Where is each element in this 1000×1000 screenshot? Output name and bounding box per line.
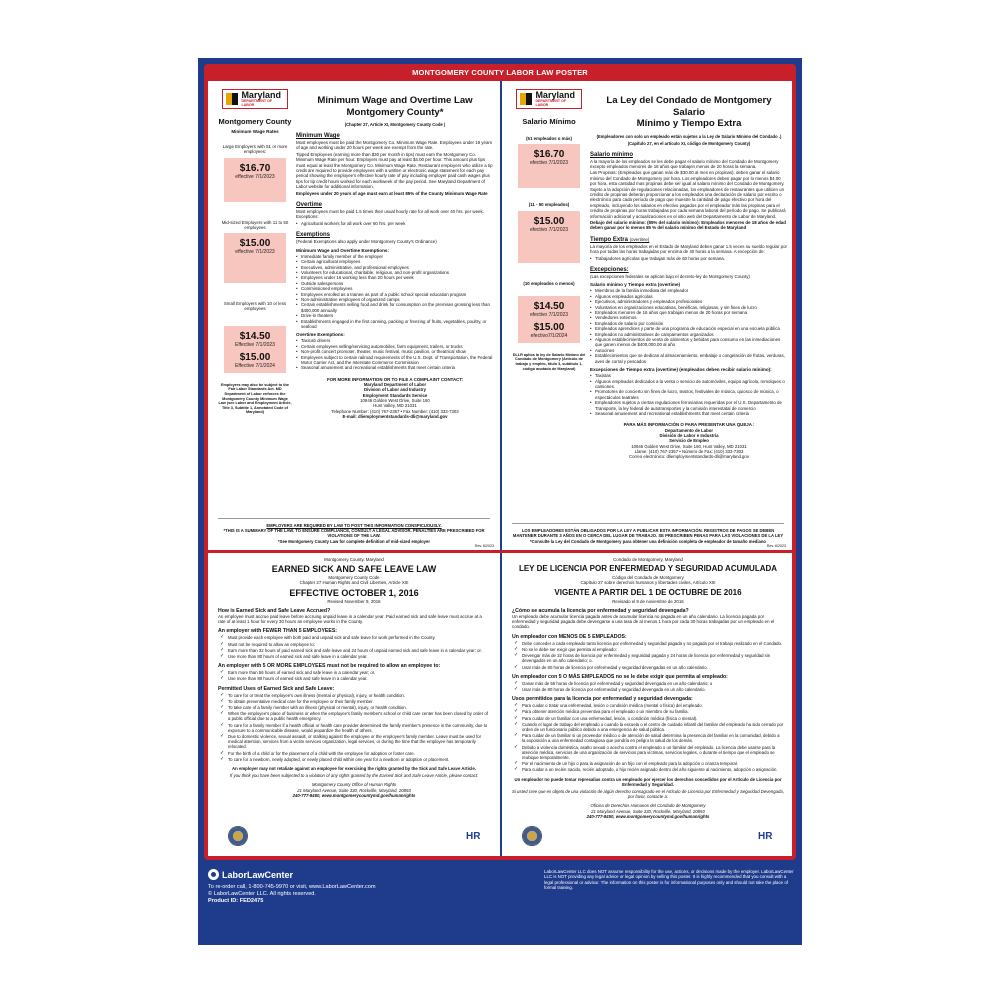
logo-dept: DEPARTMENT OF LABOR	[535, 98, 567, 107]
overtime-text: La mayoría de los empleados en el Estado de Maryland deben ganar 1.5 veces su sueldo regular por hora por todas las horas trabajadas por encima de 40 horas a la semana. A excepción de:	[590, 243, 787, 255]
sick-leave-title: EARNED SICK AND SAFE LEAVE LAW	[271, 564, 437, 575]
office-phone-web: 240-777-8450, www.montgomerycountymd.gov/humanrights	[292, 792, 416, 798]
sidebar-title: Montgomery County	[218, 117, 292, 126]
list-item: ✓ Para cuidar o tratar una enfermedad, lesión o condición médica (mental o física) del empleado.	[512, 703, 784, 708]
county-seal-icon	[522, 826, 542, 846]
contact-line: Division of Labor and Industry	[363, 387, 427, 393]
list-item: • Employees under 16 working less than 20 hours per week	[296, 275, 494, 280]
posting-requirement-footer	[218, 518, 490, 544]
tier3-effective-b: efectivo7/1/2024	[530, 332, 568, 339]
jurisdiction: Montgomery County, Maryland	[324, 557, 384, 562]
contact-line: Employment Standards Service	[362, 392, 428, 398]
list-item: • Seasonal amusement and recreational establishments that meet certain criteria	[296, 365, 494, 370]
list-item: • Taxicab drivers	[296, 338, 494, 343]
county-seal-icon	[228, 826, 248, 846]
accrual-question: How is Earned Sick and Safe Leave Accrued?	[218, 607, 331, 614]
list-item: • Empleados menores de 16 años que trabajan menos de 20 horas por semana	[590, 310, 788, 315]
heading-minimum-wage: Minimum Wage	[296, 133, 340, 139]
list-item: • Employees enrolled as a trainee as part of a public school special education program	[296, 292, 494, 297]
list-item: ✓ Devengar más de 32 horas de licencia por enfermedad y seguridad pagada y 24 horas de licencia por enfermedad y seguridad sin devengados en un año calendario; o.	[512, 653, 784, 663]
sidebar-note: DLLR aplica la ley de Salario Mínimo del Condado de Montgomery (Artículo de trabajo y empleo, título 3, subtítulo 1, código anotado de Maryland)	[512, 352, 586, 371]
tier2-label: Mid-sized Employers with 11 to 50 employees	[221, 219, 289, 230]
list-item: • Autocines	[590, 348, 788, 353]
effective-date: EFFECTIVE OCTOBER 1, 2016	[289, 588, 419, 599]
tier1-effective: effective 7/1/2023	[235, 173, 275, 180]
contact-line: Llame: (410) 767-2357 • Número de Fax: (410) 333-7303	[634, 448, 744, 454]
list-item: ✓ Debido a violencia doméstica, asalto sexual o acecho contra el empleado o un familiar del empleado. La licencia debe usarse para la atención médica, servicios de una organización de servicios para víctimas, servicios legales, o durante el tiempo que el empleado se reubique temporalmente.	[512, 745, 784, 761]
tier3-effective-a: Effective 7/1/2023	[235, 341, 275, 348]
office-address: 21 Maryland Avenue, Suite 330, Rockville, Maryland, 20850	[297, 787, 411, 793]
list-item: • Ejecutivos, administradores y empleados profesionales	[590, 299, 788, 304]
contact-email: Correo electrónico: dliemploymentstandards-dli@maryland.gov	[629, 454, 749, 460]
sick-leave-body	[512, 557, 784, 819]
list-item: • Certain employees selling/servicing automobiles, farm equipment, trailers, or trucks	[296, 344, 494, 349]
contact-line: Hunt Valley, MD 21031	[373, 403, 417, 409]
section-title-2: Montgomery County*	[346, 106, 444, 118]
reorder-info	[208, 884, 376, 904]
sick-leave-spanish-section	[502, 553, 792, 856]
minimum-wage-text: Most employees must be paid the Montgomery Co. Minimum Wage Rate. Employees under 19 years of age and working under 20 hours per week are exempt from the rate.	[296, 140, 493, 151]
list-item: • Certain establishments selling food and drink for consumption on the premises grossing less than $400,000 annually	[296, 302, 494, 313]
list-item: ✓ No se le debe ser exigir que permita al empleado:	[512, 647, 784, 652]
violation-notice: If you think you have been subjected to a violation of any rights granted by the Earned Sick and Safe Leave Article, please contact:	[229, 773, 479, 779]
5-or-more-list	[512, 681, 784, 692]
fewer-than-5-heading: Un empleador con MENOS DE 5 EMPLEADOS:	[512, 633, 627, 640]
list-item: ✓ Para cuidar a un recién nacido, recién adoptado, o hijo recién asignado dentro del año siguiente al nacimiento, adopción o asignación.	[512, 767, 784, 772]
list-item: ✓ Ganar más de 56 horas de licencia por enfermedad y seguridad devengada en un año calendario; o	[512, 681, 784, 686]
revised-date: Revised November 9, 2016	[327, 598, 381, 604]
laborlawcenter-icon	[208, 869, 219, 880]
section-title-2: Mínimo y Tiempo Extra	[636, 118, 742, 129]
maryland-flag-icon	[226, 93, 238, 105]
tier3-rate-a: $14.50	[239, 330, 271, 342]
office-phone-web: 240-777-8450, www.montgomerycountymd.gov/humanrights	[586, 813, 710, 819]
exemptions-note: (Las excepciones federales se aplican bajo el decreto-ley de Montgomery County)	[590, 274, 750, 279]
tipped-employees-text: Las Propinas: (Empleados que ganan más de $30.00 al mes en propinas): deben ganar el salario mínimo del Condado de Montgomery por hora. Los empleadores deben pagar por lo menos $4.00 por hora, esta cantidad mas propinas debe ser igual al salario mínimo del Condado de Montgomery. Sujeto a la adopción de regulaciones relacionadas, los empleadores de restaurantes que utilicen un crédito de propinas deberán proporcionar a los empleados una declaración de salario por escrito o electrónico para cada período de pago que muestre la cantidad de pago efectivo por hora del empleado, incluyendo los salarios en efectivo pagados por el empleador más las propinas para el crédito de propinas por horas trabajadas por cada semana laboral del período de pago. Se publicará información adicional y actualizaciones en el sitio web del Departamento de Labor de Maryland.	[590, 170, 786, 219]
contact-line: 10946 Golden West Drive, Suite 160, Hunt Valley, MD 21031	[631, 443, 747, 449]
labor-law-poster	[198, 58, 802, 945]
exemptions-list	[590, 288, 788, 364]
5-or-more-heading: Un empleador con 5 O MÁS EMPLEADOS no se le debe exigir que permita al empleado:	[512, 673, 728, 680]
contact-block	[296, 377, 494, 419]
tier1-rate: $16.70	[239, 162, 271, 174]
wage-rates-sidebar	[218, 113, 292, 415]
reorder-line: To re-order call, 1-800-745-9970 or visit, www.LaborLawCenter.com	[208, 884, 376, 890]
list-item: ✓ Must provide each employee with both paid and unpaid sick and safe leave for work performed in the County.	[218, 635, 490, 640]
list-item: • Empleados de salario por comisión	[590, 321, 788, 326]
product-id: Product ID: FED2475	[208, 897, 264, 904]
poster-footer	[198, 865, 802, 945]
posting-requirement-footer	[512, 523, 784, 544]
heading-exemptions: Exemptions	[296, 232, 331, 239]
tier2-label: (11 - 50 empleados)	[528, 202, 570, 208]
list-item: • Immediate family member of the employer	[296, 254, 494, 259]
section-title-1: Minimum Wage and Overtime Law	[317, 95, 473, 106]
footer-line: *Consulte la Ley del Condado de Montgomery para obtener una definición completa de empleador de tamaño mediano	[530, 538, 766, 544]
tier3-rate-a: $14.50	[533, 300, 565, 312]
list-item: • Employees subject to certain railroad requirements of the U.S. Dept. of Transportation, the Federal Motor Carrier Act, and the Interstate Commerce Commission	[296, 355, 494, 366]
list-item: • Miembros de la familia inmediata del empleador	[590, 288, 788, 293]
exemptions-note: (Federal Exemptions also apply under Montgomery County's Ordinance)	[296, 239, 437, 245]
accrual-text: An employee must accrue paid leave before accruing unpaid leave in a calendar year. Paid earned sick and safe leave must accrue at a rate of at least 1 hour for every 30 hours an employee works in the County.	[218, 613, 482, 625]
list-item: ✓ Due to domestic violence, sexual assault, or stalking against the employee or the employee's family member. Leave must be used for medical attention, services from a victim services organization, legal services, or during the time that the employee has temporarily relocated.	[218, 734, 490, 750]
list-item: • Algunos establecimientos de venta de alimentos y bebidas para consumo en las inmediaciones que ganen menos de $400,000.00 al año	[590, 337, 788, 348]
fewer-than-5-list	[512, 641, 784, 670]
tier2-rate-box	[224, 233, 286, 283]
contact-line: Maryland Department of Labor	[363, 382, 427, 388]
copyright-line: © LaborLawCenter LLC. All rights reserved.	[208, 890, 316, 897]
tier2-rate-box	[518, 211, 580, 263]
minimum-wage-body	[590, 87, 788, 459]
brand-name: LaborLawCenter	[222, 869, 294, 880]
logo-name: Maryland	[241, 89, 281, 100]
list-item: ✓ Por el nacimiento de un hijo o para la asignación de un hijo con el empleado para la adopción o crianza temporal.	[512, 761, 784, 766]
exemptions-subheading: Salario mínimo y Tiempo extra (overtime)	[590, 282, 681, 288]
list-item: • Volunteers for educational, charitable, religious, and non-profit organizations	[296, 270, 494, 275]
list-item: • Empleadores sujetos a ciertas regulaciones ferroviarias requeridas por el U.S. Departamento de Transporte, la ley federal de autotransportes y la comisión interestatal de comercio	[590, 400, 788, 411]
tier2-effective: efectivo 7/1/2023	[529, 226, 569, 233]
code-name: Montgomery County Code	[328, 574, 380, 580]
tier1-effective: efectivo 7/1/2023	[529, 160, 569, 167]
overtime-exemptions-subheading: Overtime Exemptions:	[296, 332, 345, 338]
tipped-employees-text: Tipped Employees (earning more than $30 per month in tips) must earn the Montgomery Co. Minimum Wage Rate per hour. Employers must pay at least $4.00 per hour. This amount plus tips must equal at least the Montgomery Co. Minimum Wage Rate. Restaurant employers who utilize a tip credit are required to provide employees with a written or electronic wage statement for each pay period showing the employee's effective hourly rate of pay including employer paid cash wages plus tips for tip credit hours worked for each workweek of the pay period. See Maryland Department of Labor website for additional information.	[296, 151, 493, 190]
wage-rates-sidebar	[512, 113, 586, 371]
list-item: ✓ To obtain preventative medical care for the employee or their family member.	[218, 699, 490, 704]
permitted-uses-heading: Permitted Uses of Earned Sick and Safe Leave:	[218, 685, 335, 692]
tier2-rate: $15.00	[239, 238, 271, 250]
overtime-exception: • Trabajadores agrícolas que trabajan más de 60 horas por semana.	[590, 256, 788, 261]
under-20-text: Employees under 20 years of age must earn at least 85% of the County Minimum Wage Rate	[296, 190, 488, 196]
exemptions-subheading: Minimum Wage and Overtime Exemptions:	[296, 247, 389, 253]
retaliation-notice: An employer may not retaliate against an employee for exercising the rights granted by the Sick and Safe Leave Article.	[232, 766, 476, 772]
list-item: ✓ Earn more than 56 hours of earned sick and safe leave in a calendar year; or.	[218, 670, 490, 675]
list-item: ✓ Para cuidar de un familiar si un proveedor médico o de atención de salud determina la presencia del familiar en la comunidad, debido a la exposición a una enfermedad contagiosa que pondría en peligro la salud de los demás.	[512, 733, 784, 743]
overtime-heading-text: Tiempo Extra	[590, 236, 628, 243]
contact-email: E-mail: dliemploymentstandards-dli@maryland.gov	[342, 413, 448, 419]
tier1-label: Large Employers with 51 or more employees:	[222, 144, 288, 155]
accrual-text: Un empleado debe acumular licencia pagada antes de acumular licencia no pagada en un año calendario. La licencia pagada por enfermedad y seguridad pagada debe devengarse a una tasa de al menos 1 hora por cada 30 horas trabajadas por un empleado en el condado.	[512, 613, 775, 630]
sidebar-subtitle: Minimum Wage Rates	[231, 129, 279, 134]
laborlawcenter-logo	[208, 869, 293, 880]
overtime-text: Most employees must be paid 1.5 times their usual hourly rate for all work over 40 hrs. per week. Exceptions:	[296, 209, 484, 220]
list-item: ✓ Cuando el lugar de trabajo del empleado o cuando la escuela o el centro de cuidado infantil del familiar del empleado ha sido cerrado por orden de un funcionario público debido a una emergencia de salud pública.	[512, 722, 784, 732]
list-item: ✓ Para cuidar de un familiar con una enfermedad, lesión, o condición médica (física o mental).	[512, 716, 784, 721]
sick-leave-body	[218, 557, 490, 798]
contact-line: Servicio de Empleo	[669, 438, 709, 444]
5-or-more-heading: An employer with 5 OR MORE EMPLOYEES must not be required to allow an employee to:	[218, 663, 441, 670]
poster-red-frame	[204, 64, 796, 860]
list-item: • Algunos empleados agrícolas	[590, 294, 788, 299]
contact-line: Departamento de Labor	[664, 427, 714, 433]
list-item: • Empleados no administrativos de campamentos organizados	[590, 332, 788, 337]
list-item: • Taxistas	[590, 373, 788, 378]
code-chapter: Capítulo 27 sobre derechos humanos y libertades civiles, Artículo XIII	[580, 579, 716, 585]
list-item: ✓ Usar más de 80 horas de licencia por enfermedad y seguridad devengadas en un año calendario.	[512, 665, 784, 670]
list-item: • Outside salespersons	[296, 281, 494, 286]
code-citation: (Capítulo 27, en el artículo XI, código de Montgomery County)	[627, 140, 751, 146]
exemptions-list	[296, 254, 494, 330]
permitted-uses-list	[512, 703, 784, 772]
fewer-than-5-list	[218, 635, 490, 659]
overtime-exemptions-subheading: Excepciones de Tiempo extra (overtime) (empleados deben recibir salario mínimo):	[590, 367, 772, 373]
tier1-rate-box	[224, 158, 286, 202]
contact-block	[590, 422, 788, 459]
list-item: • Empleados aprendices y parte de una programa de educación especial en una escuela pública	[590, 326, 788, 331]
footer-line: EMPLOYERS ARE REQUIRED BY LAW TO POST THIS INFORMATION CONSPICUOUSLY.	[266, 522, 442, 528]
human-rights-logo: HR	[466, 831, 481, 842]
list-item: ✓ Para obtener atención médica preventiva para el empleado o un miembro de su familia.	[512, 709, 784, 714]
list-item: • Voluntarios en organizaciones educativas, benéficas, religiosas, y sin fines de lucro	[590, 305, 788, 310]
office-contact	[512, 803, 784, 819]
tier3-rate-box	[224, 326, 286, 373]
contact-line: División de Labor e Industria	[659, 432, 719, 438]
overtime-exemptions-list	[296, 338, 494, 370]
heading-overtime	[590, 237, 788, 243]
tier3-rate-b: $15.00	[533, 321, 565, 333]
minimum-wage-body	[296, 87, 494, 419]
accrual-question: ¿Cómo se acumula la licencia por enfermedad y seguridad devengada?	[512, 607, 689, 614]
list-item: ✓ To care for a newborn, newly adopted, or newly placed child within one year for a newborn or adoption or placement.	[218, 757, 490, 762]
office-address: 21 Maryland Avenue, Suite 330, Rockville, Maryland, 20850	[591, 808, 705, 814]
tier1-rate-box	[518, 144, 580, 188]
under-minimum-text: Debajo del salario mínimo: (85% del salario mínimo): Empleados menores de 18 años de edad deben ganar por lo menos 85 % del salario mínimo del Estado de Maryland	[590, 219, 786, 231]
code-citation: (Empleadores con solo un empleado están sujetos a la Ley de Salario Mínimo del Condado .)	[596, 133, 782, 139]
list-item: ✓ Use more than 80 hours of earned sick and safe leave in a calendar year.	[218, 676, 490, 681]
list-item: • Drive-in theaters	[296, 313, 494, 318]
code-citation: (Chapter 27, Article XI, Montgomery County Code )	[344, 122, 446, 127]
list-item: ✓ To take care of a family member with an illness (physical or mental), injury, or health condition.	[218, 705, 490, 710]
sick-leave-title: LEY DE LICENCIA POR ENFERMEDAD Y SEGURIDAD ACUMULADA	[518, 564, 778, 574]
maryland-labor-logo	[222, 89, 288, 109]
list-item: • Certain agricultural employees	[296, 259, 494, 264]
permitted-uses-heading: Usos permitidos para la licencia por enfermedad y seguridad devengada:	[512, 696, 693, 703]
fewer-than-5-heading: An employer with FEWER THAN 5 EMPLOYEES:	[218, 628, 338, 635]
office-name: Montgomery County Office of Human Rights	[311, 782, 397, 788]
overtime-heading-note: (overtime)	[629, 236, 650, 242]
poster-content	[208, 81, 792, 856]
heading-exemptions: Excepciones:	[590, 267, 629, 273]
footer-line: LOS EMPLEADORES ESTÁN OBLIGADOS POR LA LEY A PUBLICAR ESTA INFORMACIÓN. REGISTROS DE PAGOS SE DEBEN MANTENER DURANTE 3 AÑOS EN O CERCA DEL LUGAR DE TRABAJO. SE PRESCRIBEN PENAS PARA LAS VIOLACIONES DE LA LEY	[512, 528, 784, 539]
permitted-uses-list	[218, 693, 490, 762]
list-item: • Seasonal amusement and recreational establishments that meet certain criteria	[590, 411, 788, 416]
jurisdiction: Condado de Montgomery, Maryland	[613, 557, 683, 562]
heading-overtime: Overtime	[296, 202, 323, 209]
violation-notice: Si usted cree que es objeto de una violación de algún derecho consagrado en el Artículo de Licencia por Enfermedad y Seguridad Devengada, por favor, contacte a:	[512, 788, 784, 800]
minimum-wage-spanish-section	[502, 81, 792, 550]
heading-minimum-wage: Salario mínimo	[590, 151, 634, 158]
list-item: ✓ For the birth of a child or for the placement of a child with the employee for adoption or foster care.	[218, 751, 490, 756]
tier3-rate-b: $15.00	[239, 351, 271, 363]
tier3-effective-a: efectivo 7/1/2023	[529, 311, 569, 318]
contact-line: 10946 Golden West Drive, Suite 160	[360, 398, 430, 403]
maryland-flag-icon	[520, 93, 532, 105]
overtime-exception: • Agricultural workers for all work over 60 hrs. per week	[296, 221, 494, 226]
list-item: ✓ Usar más de 80 horas de licencia por enfermedad y seguridad devengada en un año calendario.	[512, 687, 784, 692]
effective-date: VIGENTE A PARTIR DEL 1 DE OCTUBRE DE 2016	[554, 588, 742, 598]
sidebar-title: Salario Mínimo	[522, 117, 576, 126]
list-item: ✓ To care for or treat the employee's own illness (mental or physical), injury, or health condition.	[218, 693, 490, 698]
minimum-wage-english-section	[208, 81, 500, 550]
sick-leave-english-section	[208, 553, 500, 856]
list-item: • Vendedores externos	[590, 315, 788, 320]
tier1-label: (51 empleados o más)	[526, 136, 572, 141]
tier3-rate-box	[518, 296, 580, 343]
maryland-labor-logo	[516, 89, 582, 109]
tier2-effective: effective 7/1/2023	[235, 249, 275, 256]
contact-heading: PARA MÁS INFORMACIÓN O PARA PRESENTAR UNA QUEJA :	[623, 422, 755, 428]
list-item: ✓ When the employee's place of business or when the employee's family member's school or child care center has been closed by order of a public official due to a public health emergency.	[218, 711, 490, 721]
office-name: Oficina de Derechos Humanos del Condado de Montgomery	[590, 803, 706, 809]
sidebar-note: Employers may also be subject to the Fair Labor Standards Act. MD Department of Labor enforces the Montgomery County Minimum Wage Law (see Labor and Employment Article, Title 3, Subtitle 1, Annotated Code of Maryland)	[218, 382, 292, 415]
human-rights-logo: HR	[758, 831, 773, 842]
revised-date: Revisado el 9 de noviembre de 2016	[612, 598, 684, 604]
list-item: • Establecimientos que se dedican al almacenamiento, embalaje o congelación de frutas, verduras, aves de corral y pescados	[590, 353, 788, 364]
section-title-1: La Ley del Condado de Montgomery Salario	[606, 95, 772, 118]
list-item: • Non-profit concert promoter, theater, music festival, music pavilion, or theatrical show	[296, 349, 494, 354]
footer-line: *THIS IS A SUMMARY OF THE LAW. TO ENSURE COMPLIANCE, CONSULT A LEGAL ADVISOR. PENALTIES ARE PRESCRIBED FOR VIOLATIONS OF THE LAW.	[223, 528, 485, 539]
5-or-more-list	[218, 670, 490, 681]
list-item: ✓ Must not be required to allow an employee to:	[218, 642, 490, 647]
list-item: • Promotores de concierto sin fines de lucro, teatros, festivales de música, quiosco de música, o espectáculos teatrales	[590, 389, 788, 400]
list-item: • Establishments engaged in the first canning, packing or freezing of fruits, vegetables, poultry, or seafood	[296, 319, 494, 330]
revision-date: Rev. 6/2023	[766, 544, 786, 548]
retaliation-notice: Un empleador no puede tomar represalias contra un empleado por ejercer los derechos concedidos por el Artículo de Licencia por Enfermedad y Seguridad.	[514, 776, 782, 787]
list-item: ✓ To care for a family member if a health official or health care provider determined the family member's presence in the community, due to exposure to a communicable disease, would jeopardize the health of others.	[218, 723, 490, 733]
tier3-label: (10 empleados o menos)	[523, 280, 575, 286]
revision-date: Rev. 6/2023	[474, 544, 494, 548]
tier1-rate: $16.70	[533, 149, 565, 161]
footer-line: *See Montgomery County Law for complete definition of mid-sized employer	[278, 538, 430, 544]
tier3-effective-b: Effective 7/1/2024	[235, 362, 275, 369]
poster-title: MONTGOMERY COUNTY LABOR LAW POSTER	[412, 68, 588, 77]
list-item: • Executives, administrative, and professional employees	[296, 265, 494, 270]
tier3-label: Small Employers with 10 or less employees	[223, 301, 287, 312]
contact-heading: FOR MORE INFORMATION OR TO FILE A COMPLAINT CONTACT:	[326, 376, 463, 382]
list-item: ✓ Earn more than 32 hours of paid earned sick and safe leave and 24 hours of unpaid earned sick and safe leave in a calendar year; or.	[218, 648, 490, 653]
code-name: Código del Condado de Montgomery	[612, 574, 684, 580]
contact-line: Telephone Number: (410) 767-2357 • Fax Number: (410) 333-7303	[331, 408, 459, 414]
list-item: ✓ Use more than 80 hours of earned sick and safe leave in a calendar year.	[218, 654, 490, 659]
logo-name: Maryland	[535, 89, 575, 100]
list-item: • Commissioned employees	[296, 286, 494, 291]
office-contact	[218, 782, 490, 798]
list-item: • Non-administrative employees of organized camps	[296, 297, 494, 302]
list-item: ✓ Debe conceder a cada empleado tanto licencia por enfermedad y seguridad pagada y no pagada por el trabajo realizado en el Condado.	[512, 641, 784, 646]
logo-dept: DEPARTMENT OF LABOR	[241, 98, 273, 107]
overtime-exemptions-list	[590, 373, 788, 416]
tier2-rate: $15.00	[533, 215, 565, 227]
legal-disclaimer: LaborLawCenter LLC does NOT assume responsibility for the use, actions, or decisions made by the employer. LaborLawCenter LLC is NOT providing any legal advice or legal opinion by selling this poster. It is highly recommended that you consult with a legal professional or advisor. The information on this poster is for informational purposes only and should not take the place of formal training.	[544, 869, 794, 891]
minimum-wage-text: A la mayoría de los empleados se les debe pagar el salario mínimo del Condado de Montgomery excepto empleados menores de 18 años que trabajen menos de 20 horas la semana.	[590, 158, 779, 169]
list-item: • Algunos empleados dedicados a la venta o servicio de automóviles, equipo agrícola, remolques o camiones.	[590, 379, 788, 390]
code-chapter: Chapter 27 Human Rights and Civil Liberties, Article XIII	[299, 579, 409, 585]
